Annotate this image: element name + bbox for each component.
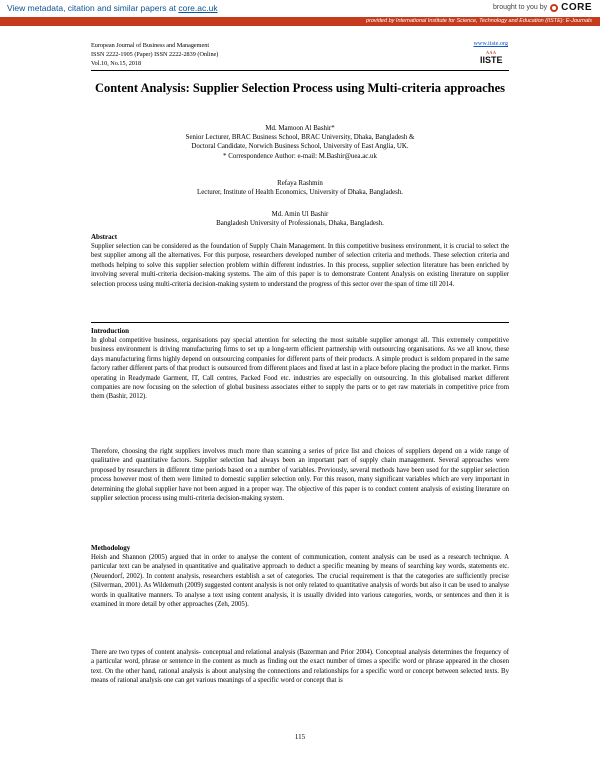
header-divider	[91, 70, 509, 71]
provider-text[interactable]: provided by International Institute for Science, Technology and Education (IISTE): E-Journals	[365, 18, 592, 24]
provider-bar	[0, 17, 600, 26]
methodology-heading: Methodology	[91, 544, 131, 552]
journal-volume: Vol.10, No.15, 2018	[91, 60, 142, 67]
journal-header	[91, 41, 218, 68]
author-block-3	[91, 210, 509, 228]
journal-name: European Journal of Business and Management	[91, 42, 210, 49]
journal-issn: ISSN 2222-1905 (Paper) ISSN 2222-2839 (Online)	[91, 51, 219, 58]
author-affiliation: Lecturer, Institute of Health Economics, University of Dhaka, Bangladesh.	[197, 189, 403, 197]
introduction-paragraph: In global competitive business, organisations pay special attention for selecting the most suitable supplier amongst all. This extremely competitive business environment is driving manufacturing firms to set up a long-term efficient partnership with outsourcing organisations. As we all know, these days manufacturing firms highly depend on outsourcing companies for different parts of their products. A simple product is seldom prepared in the same factory rather different parts of that product is outsourced from different places and fixed at last in a place before placing the product in the market. Firms operating in Readymade Garment, IT, Call centres, Packed Food etc. industries are especially on outsourcing. In this globalised market different companies are now focusing on the selection of global business associates either to supply the parts or to get raw materials in competitive price from them (Bashir, 2012).	[91, 337, 509, 401]
abstract-heading: Abstract	[91, 233, 118, 241]
paper-title: Content Analysis: Supplier Selection Process using Multi-criteria approaches	[94, 81, 506, 95]
view-link-domain[interactable]: core.ac.uk	[178, 3, 218, 13]
author-name: Refaya Rashmin	[277, 180, 323, 187]
author-block-1	[91, 124, 509, 161]
methodology-paragraph: Heish and Shannon (2005) argued that in order to analyse the content of communication, content analysis can be used as a research technique. A particular text can be analysed in quantitative and qualitative approach to deduct a specific meaning by means of searching key words, statements etc. (Neuendorf, 2002). In content analysis, researchers establish a set of categories. The crucial requirement is that the categories are sufficiently precise (Silverman, 2001). As Wildemuth (2009) suggested content analysis is not only related to quantitative analysis of words but also it can be used to analyse words in qualitative manners. To analyse a text using content analysis, it is usually divided into various categories, words, or sentences and then it is examined in more detail by other approaches (Zeh, 2005).	[91, 554, 509, 609]
brought-by-text: brought to you by	[493, 4, 548, 11]
author-affiliation: Bangladesh University of Professionals, Dhaka, Bangladesh.	[216, 220, 384, 228]
core-branding[interactable]	[493, 2, 592, 13]
author-block-2	[91, 179, 509, 197]
abstract-divider	[91, 322, 509, 323]
iiste-logo-name: IISTE	[480, 55, 503, 65]
iiste-logo-top: A A A	[486, 50, 496, 55]
abstract-text: Supplier selection can be considered as the foundation of Supply Chain Management. In this competitive business environment, it is crucial to select the best supplier among all the alternatives. For this purpose, researchers developed number of selection criteria and methods. These selection criteria and methods helping to solve this supplier selection problem within different industries. In this process, supplier selection literature has been enriched by involving several multi-criteria decision-making systems. The aim of this paper is to demonstrate Content Analysis on existing literature on supplier selection process using multi-criteria decision-making system to understand the progress of this sector over the span of time till 2014.	[91, 243, 509, 288]
author-name: Md. Mamoon Al Bashir*	[265, 125, 335, 132]
page-number: 115	[294, 733, 306, 741]
introduction-heading: Introduction	[91, 327, 129, 335]
journal-url-link[interactable]: www.iiste.org	[473, 40, 508, 47]
introduction-paragraph: Therefore, choosing the right suppliers involves much more than scanning a series of price list and choices of suppliers depend on a wide range of qualitative and quantitative factors. Supplier selection had always been an important part of supply chain management. Several approaches were proposed by researchers in different time periods based on a number of variables. Previously, several methods have been used for the supplier selection process however most of them were limited to domestic supplier selection only. For this reason, many significant variables which are very important in determining the global supplier have not been argued in a proper way. The objective of this paper is to conduct content analysis of existing literature on supplier selection process using multi-criteria decision-making system.	[91, 448, 509, 503]
core-logo[interactable]: CORE	[561, 2, 592, 13]
core-logo-icon	[550, 4, 558, 12]
view-link-prefix: View metadata, citation and similar papers at	[7, 3, 179, 13]
author-name: Md. Amin Ul Bashir	[271, 211, 329, 218]
author-affiliation: Doctoral Candidate, Norwich Business School, University of East Anglia, UK.	[191, 143, 409, 151]
correspondence-line: * Correspondence Author: e-mail: M.Bashir@uea.ac.uk	[223, 152, 377, 160]
author-affiliation: Senior Lecturer, BRAC Business School, BRAC University, Dhaka, Bangladesh &	[185, 134, 415, 142]
top-metadata-bar	[0, 0, 600, 17]
view-metadata-link[interactable]	[7, 3, 218, 13]
methodology-paragraph: There are two types of content analysis- conceptual and relational analysis (Bazerman and Prior 2004). Conceptual analysis determines the frequency of a particular word, phrase or sentence in the content as much as finding out the exact number of times a specific word or phrase appeared in the chosen text. On the other hand, rational analysis is about analysing the connections and relationships for a specific word or concept between selected texts. By means of rational analysis one can get various meanings of a specific word or concept that is	[91, 649, 509, 685]
iiste-logo	[480, 50, 502, 66]
